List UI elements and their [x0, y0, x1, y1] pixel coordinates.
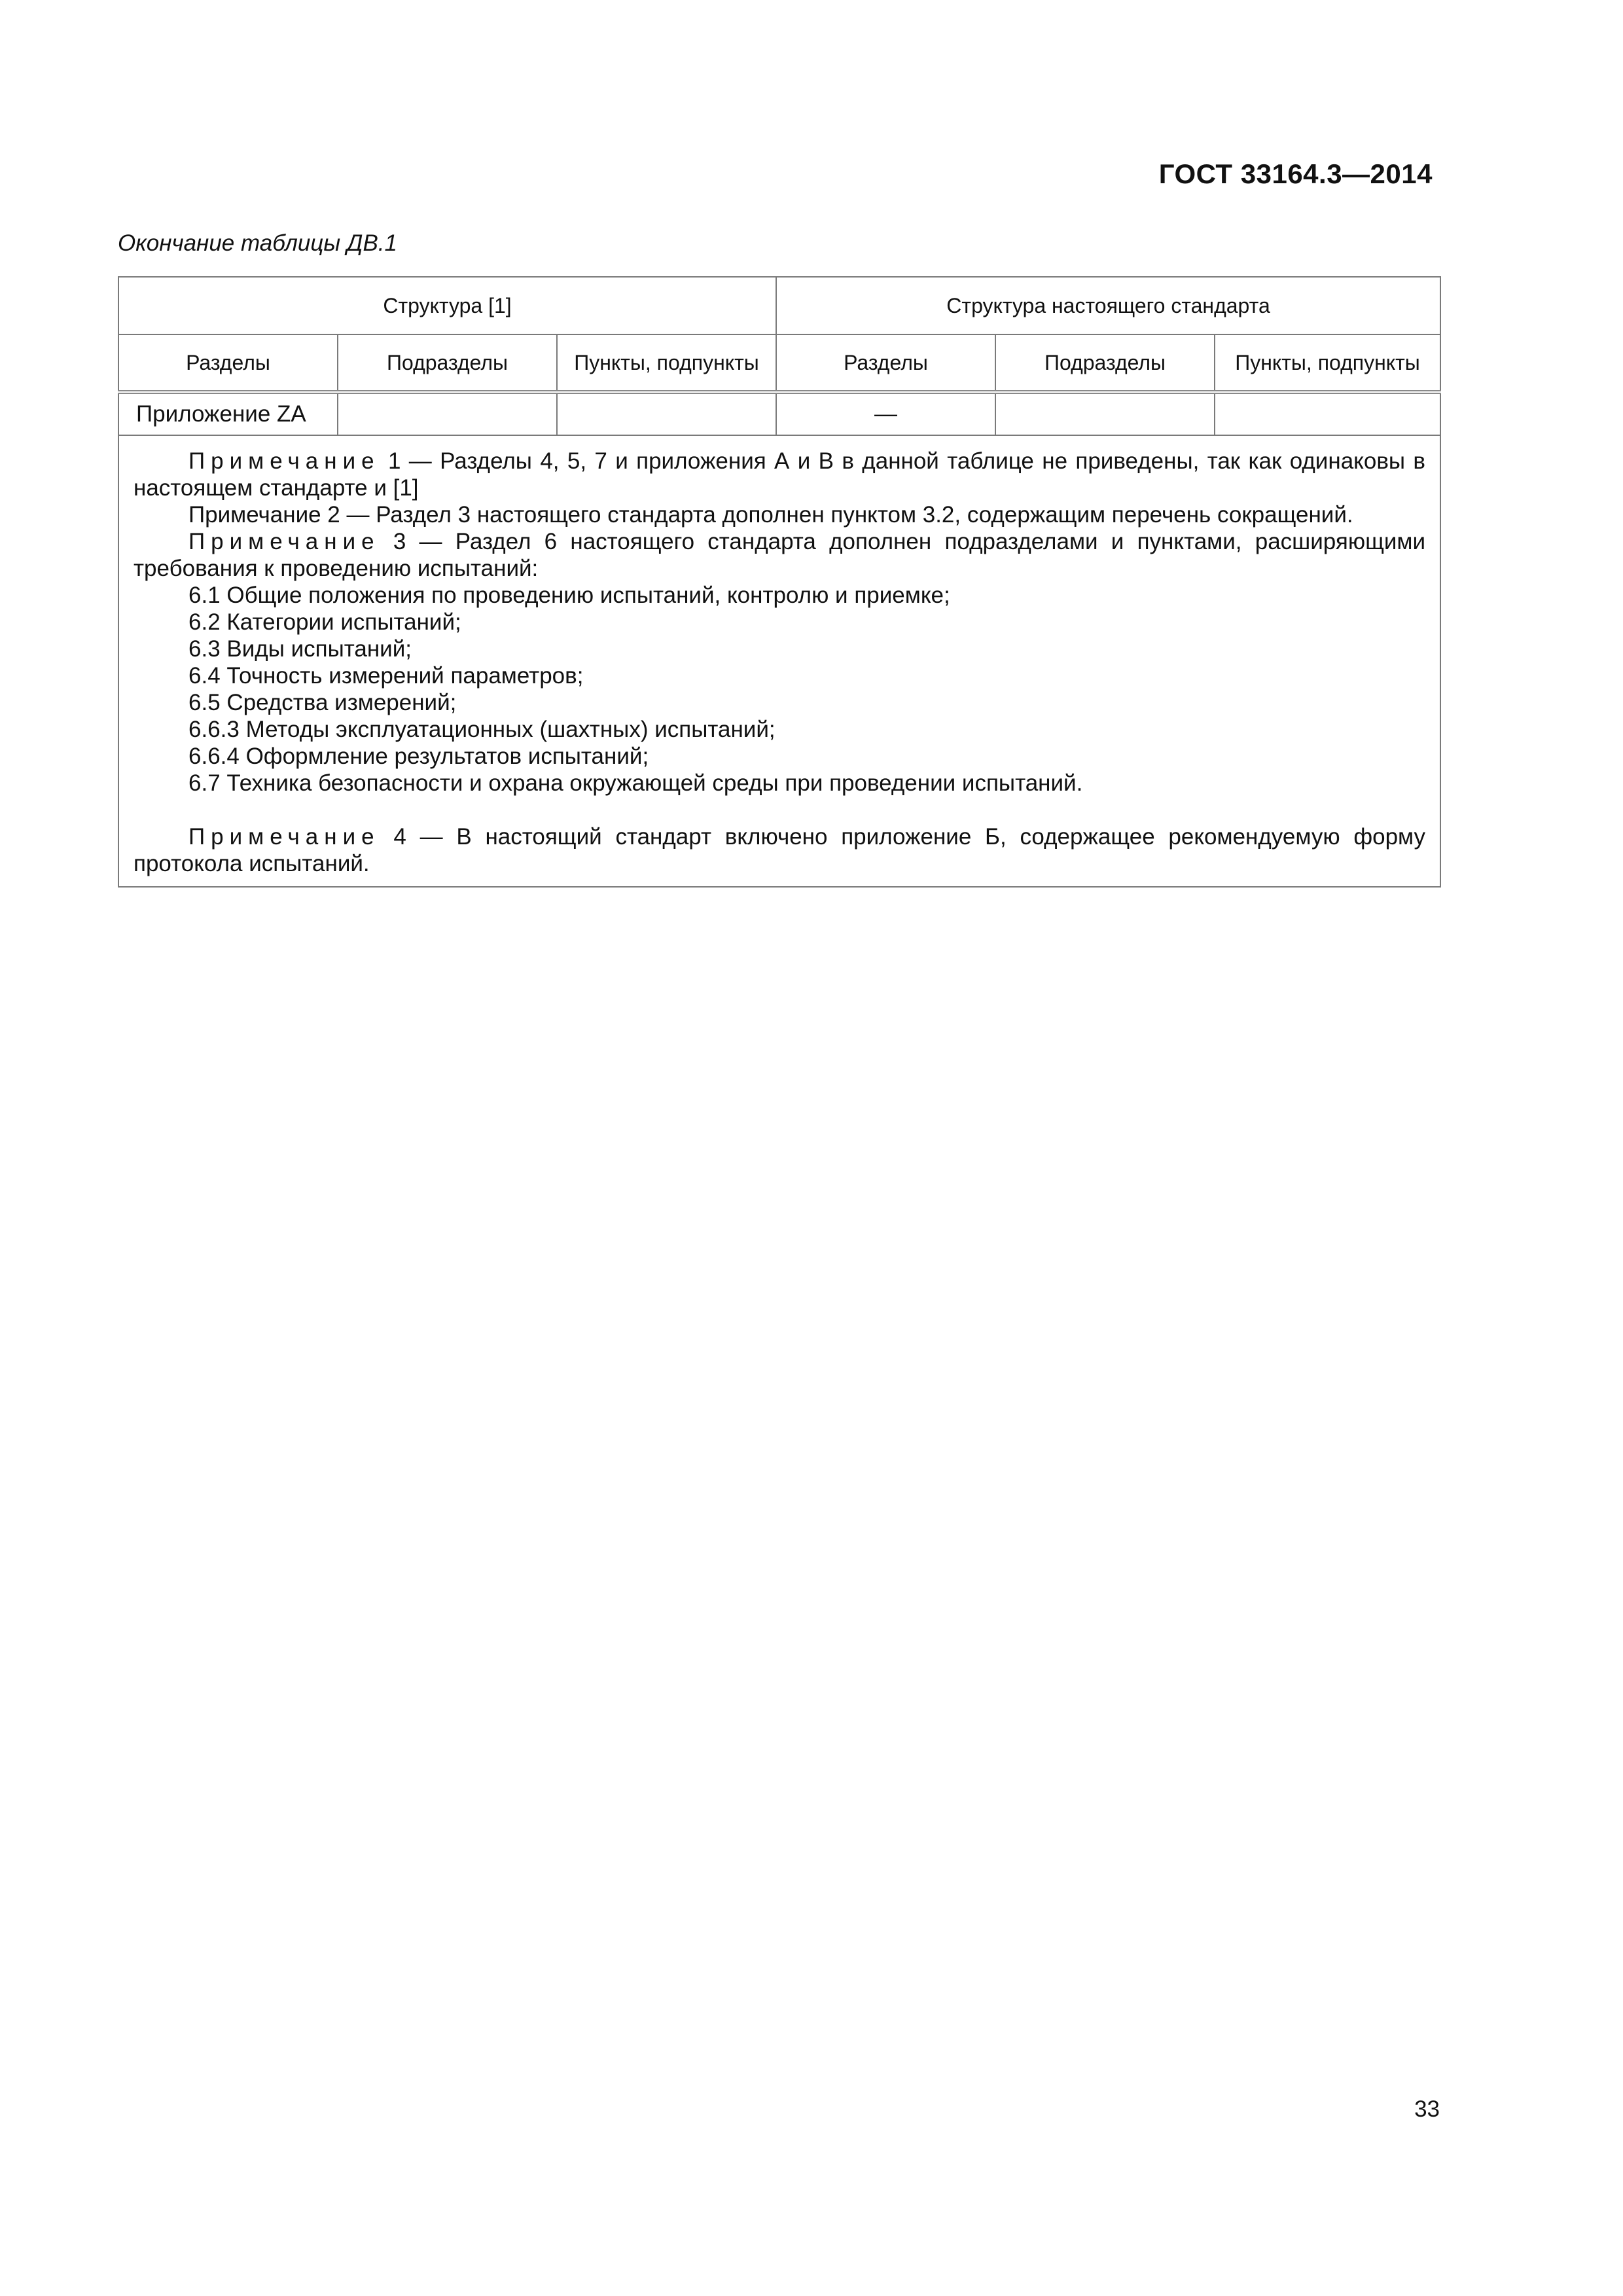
list-item: 6.1 Общие положения по проведению испытаний, контролю и приемке;	[188, 583, 950, 608]
table-row	[118, 392, 1440, 435]
table-cell: Приложение ZA	[118, 392, 338, 435]
table-cell: —	[776, 392, 995, 435]
group-header-current: Структура настоящего стандарта	[776, 277, 1440, 334]
list-item: 6.3 Виды испытаний;	[188, 636, 412, 662]
note-3	[134, 528, 1425, 582]
table-caption: Окончание таблицы ДВ.1	[118, 230, 397, 256]
table-group-header-row	[118, 277, 1440, 334]
page-number: 33	[1414, 2096, 1440, 2122]
column-header: Разделы	[776, 334, 995, 392]
table-notes-row	[118, 435, 1440, 887]
column-header: Подразделы	[338, 334, 557, 392]
note-4-label: Примечание	[188, 824, 380, 850]
note-3-text: 3 — Раздел 6 настоящего стандарта дополнен подразделами и пунктами, расширяющими требования к проведению испытаний:	[134, 529, 1426, 581]
list-item: 6.7 Техника безопасности и охрана окружающей среды при проведении испытаний.	[188, 770, 1083, 796]
list-item: 6.2 Категории испытаний;	[188, 609, 461, 635]
note-4	[134, 823, 1425, 877]
table-cell	[338, 392, 557, 435]
table-cell	[995, 392, 1215, 435]
note-2: Примечание 2 — Раздел 3 настоящего стандарта дополнен пунктом 3.2, содержащим перечень сокращений.	[188, 502, 1353, 528]
list-item: 6.5 Средства измерений;	[188, 690, 457, 715]
note-1	[134, 448, 1425, 501]
list-item: 6.6.4 Оформление результатов испытаний;	[188, 744, 649, 769]
structure-comparison-table	[118, 276, 1441, 888]
table-cell	[557, 392, 776, 435]
column-header: Пункты, подпункты	[557, 334, 776, 392]
column-header: Разделы	[118, 334, 338, 392]
group-header-source: Структура [1]	[118, 277, 776, 334]
table-notes	[118, 435, 1440, 887]
column-header: Подразделы	[995, 334, 1215, 392]
column-header: Пункты, подпункты	[1215, 334, 1440, 392]
note-1-text: 1 — Разделы 4, 5, 7 и приложения А и В в данной таблице не приведены, так как одинаковы в настоящем стандарте и [1]	[134, 448, 1426, 501]
list-item: 6.4 Точность измерений параметров;	[188, 663, 584, 689]
table-cell	[1215, 392, 1440, 435]
note-4-text: 4 — В настоящий стандарт включено приложение Б, содержащее рекомендуемую форму протокола испытаний.	[134, 824, 1426, 876]
note-1-label: Примечание	[188, 448, 380, 474]
document-code: ГОСТ 33164.3—2014	[1158, 158, 1433, 189]
list-item: 6.6.3 Методы эксплуатационных (шахтных) испытаний;	[188, 717, 776, 742]
table-sub-header-row	[118, 334, 1440, 392]
note-3-label: Примечание	[188, 529, 380, 554]
